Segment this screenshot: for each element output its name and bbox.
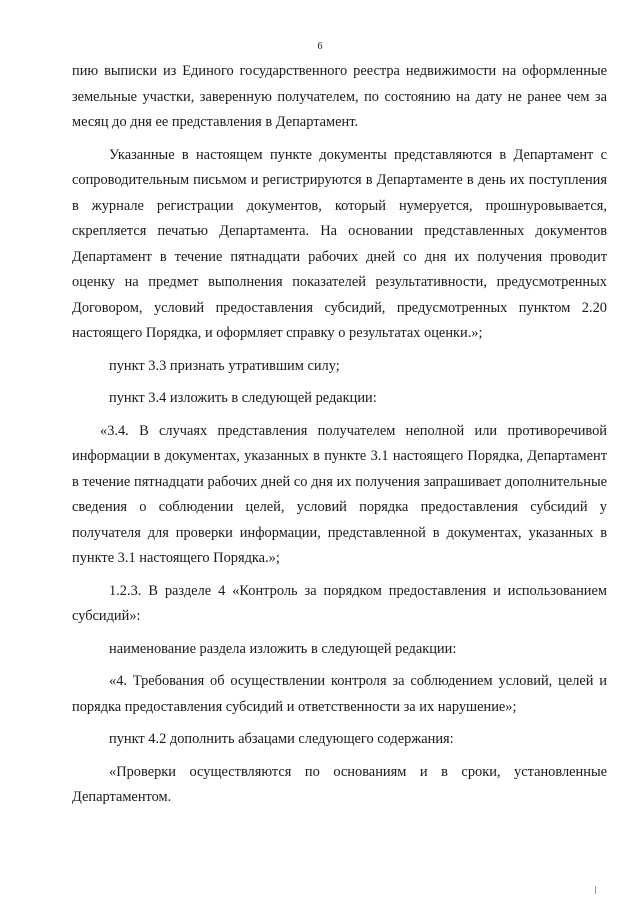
- paragraph-section-4-new-title: «4. Требования об осуществлении контроля за соблюдением условий, целей и порядка предоставления субсидий и ответственности за их нарушение»;: [72, 673, 607, 715]
- paragraph-item-3-4-text: «3.4. В случаях представления получателем неполной или противоречивой информации в документах, указанных в пункте 3.1 настоящего Порядка, Департамент в течение пятнадцати рабочих дней со дня их получения запрашивает дополнительные сведения о соблюдении целей, условий порядка предоставления субсидий у получателя для проверки информации, представленной в документах, указанных в пункте 3.1 настоящего Порядка.»;: [72, 422, 607, 566]
- paragraph-item-3-3: пункт 3.3 признать утратившим силу;: [109, 357, 340, 374]
- paragraph-section-4-heading: 1.2.3. В разделе 4 «Контроль за порядком предоставления и использованием субсидий»:: [72, 582, 607, 624]
- paragraph-item-3-4-intro: пункт 3.4 изложить в следующей редакции:: [109, 390, 377, 406]
- paragraph-continuation: пию выписки из Единого государственного реестра недвижимости на оформленные земельные участки, заверенную получателем, по состоянию на дату не ранее чем за месяц до дня ее представления в Департамент.: [72, 63, 607, 130]
- page-number: 6: [317, 41, 323, 52]
- scan-mark: [595, 886, 596, 894]
- paragraph-documents-submission: Указанные в настоящем пункте документы представляются в Департамент с сопроводительным письмом и регистрируются в Департаменте в день их поступления в журнале регистрации документов, который нумеруется, прошнуровывается, скрепляется печатью Департамента. На основании представленных документов Департамент в течение пятнадцати рабочих дней со дня их получения проводит оценку на предмет выполнения показателей результативности, предусмотренных Договором, условий предоставления субсидий, предусмотренных пунктом 2.20 настоящего Порядка, и оформляет справку о результатах оценки.»;: [72, 146, 607, 341]
- paragraph-item-4-2-intro: пункт 4.2 дополнить абзацами следующего содержания:: [109, 731, 454, 747]
- paragraph-inspections: «Проверки осуществляются по основаниям и в сроки, установленные Департаментом.: [72, 763, 607, 805]
- document-body: [72, 59, 607, 811]
- paragraph-section-title-instruction: наименование раздела изложить в следующей редакции:: [109, 640, 457, 657]
